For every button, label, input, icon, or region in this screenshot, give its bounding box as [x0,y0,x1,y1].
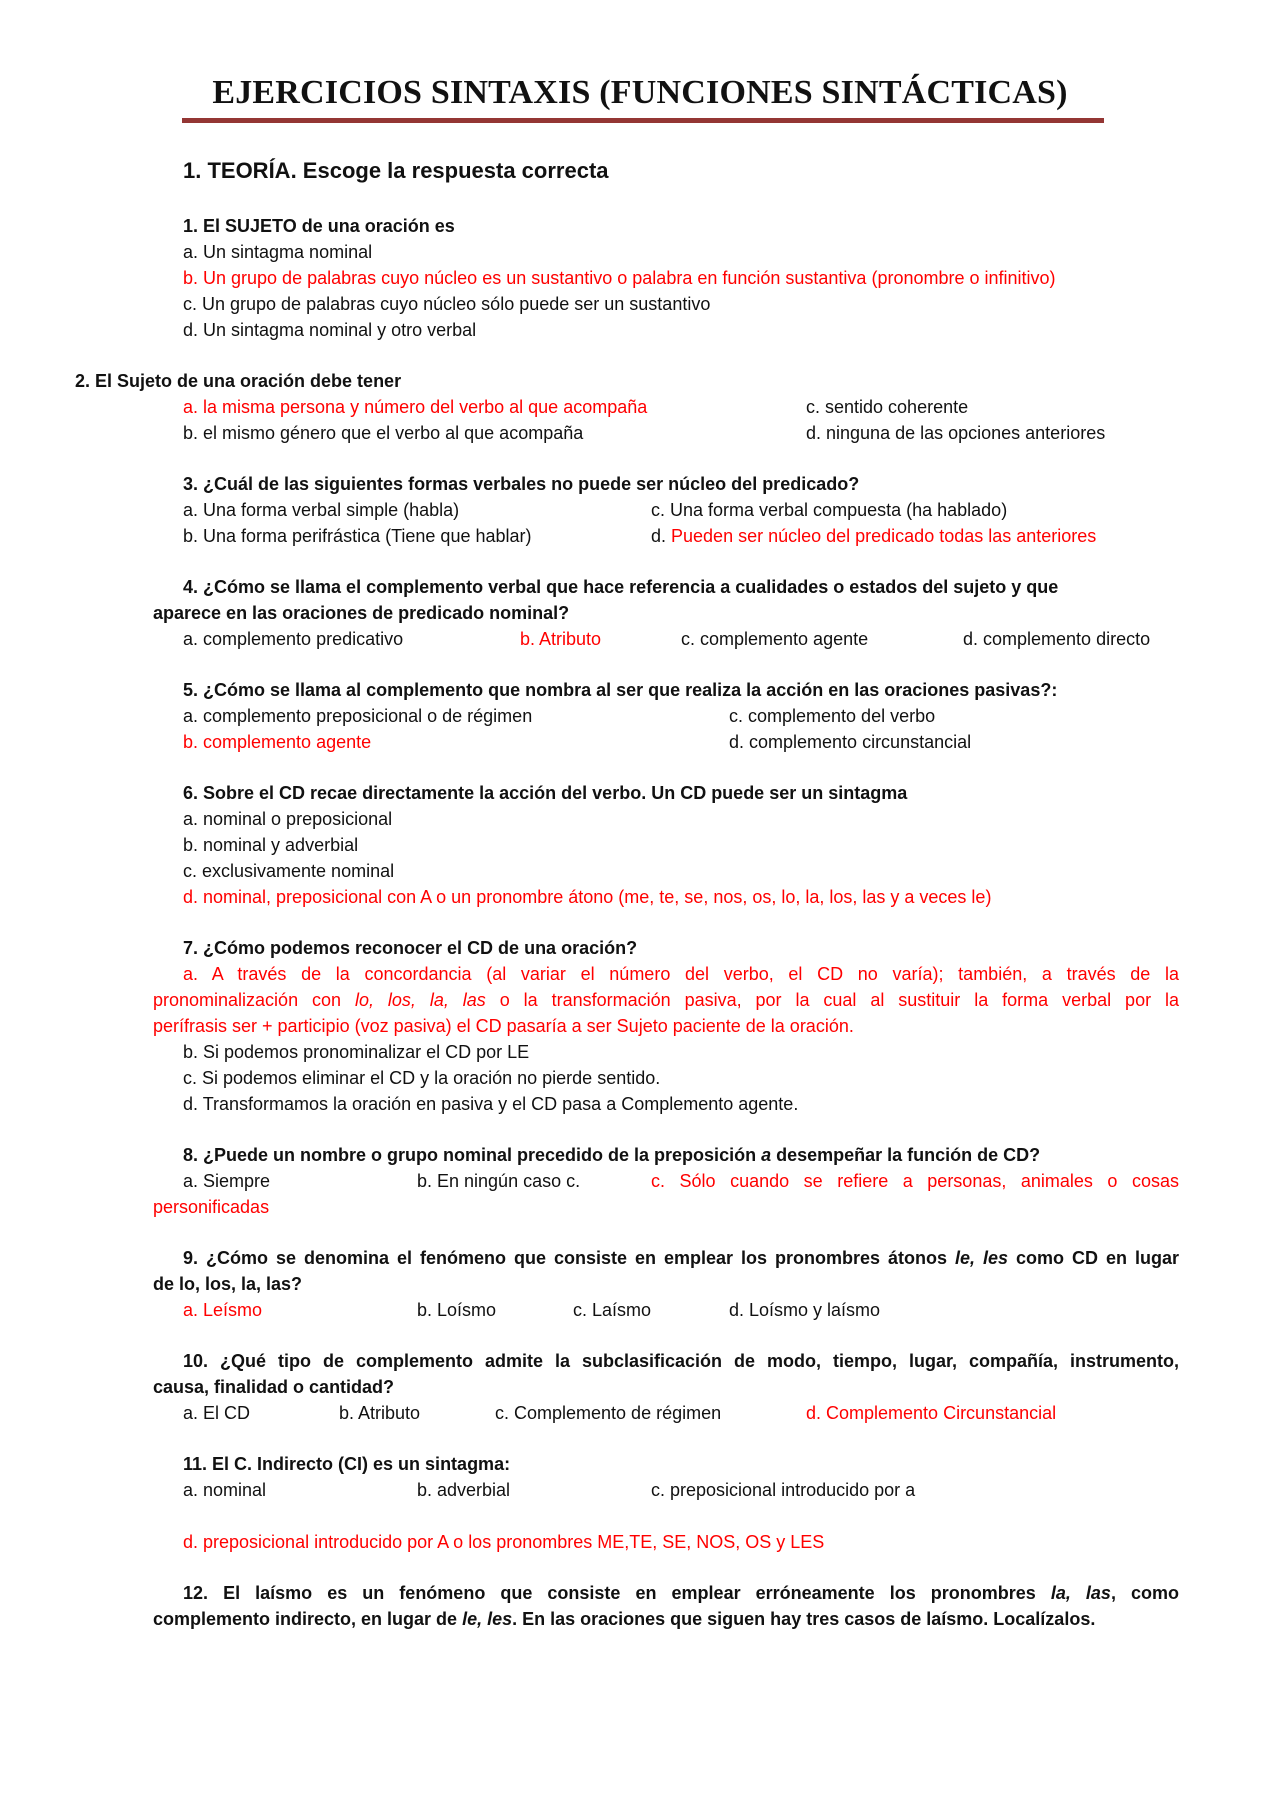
q9-option-a-correct: a. Leísmo [183,1300,263,1320]
q3-option-d-text: Pueden ser núcleo del predicado todas las anteriores [671,526,1097,546]
q12-line2-pre: complemento indirecto, en lugar de [153,1609,463,1629]
q5-option-d: d. complemento circunstancial [729,732,972,752]
question-7: 7. ¿Cómo podemos reconocer el CD de una oración? [183,938,638,958]
question-12-line-1 [183,1582,1179,1604]
q11-option-d-correct: d. preposicional introducido por A o los pronombres ME,TE, SE, NOS, OS y LES [183,1532,825,1552]
title-underline [182,118,1104,123]
q4-option-b-correct: b. Atributo [520,629,602,649]
q4-option-d: d. complemento directo [963,629,1151,649]
q5-option-c: c. complemento del verbo [729,706,936,726]
q12-line1-post: , como [1110,1583,1179,1603]
q3-option-a: a. Una forma verbal simple (habla) [183,500,460,520]
q9-option-d: d. Loísmo y laísmo [729,1300,881,1320]
q12-line1-pre: 12. El laísmo es un fenómeno que consiste en emplear erróneamente los pronombres [183,1583,1051,1603]
question-1: 1. El SUJETO de una oración es [183,216,455,236]
q1-option-a: a. Un sintagma nominal [183,242,373,262]
section-heading: 1. TEORÍA. Escoge la respuesta correcta [183,158,609,183]
q11-option-b: b. adverbial [417,1480,511,1500]
q12-line1-italic: la, las [1050,1583,1111,1603]
q9-question-pre: 9. ¿Cómo se denomina el fenómeno que consiste en emplear los pronombres átonos [183,1248,955,1268]
question-2: 2. El Sujeto de una oración debe tener [75,371,402,391]
q3-option-d-correct [651,525,1096,547]
q7-option-c: c. Si podemos eliminar el CD y la oración no pierde sentido. [183,1068,661,1088]
q6-option-a: a. nominal o preposicional [183,809,393,829]
q4-option-a: a. complemento predicativo [183,629,404,649]
q8-question-post: desempeñar la función de CD? [771,1145,1041,1165]
q11-option-a: a. nominal [183,1480,267,1500]
question-12-line-2 [153,1608,1095,1630]
q7-a-line2-italic: lo, los, la, las [354,990,486,1010]
q7-option-b: b. Si podemos pronominalizar el CD por LE [183,1042,530,1062]
question-4-line-2: aparece en las oraciones de predicado nominal? [153,603,570,623]
q8-option-c-correct-line-2: personificadas [153,1197,270,1217]
q9-option-b: b. Loísmo [417,1300,497,1320]
q7-option-a-correct-line-2 [153,989,1179,1011]
q12-line2-post: . En las oraciones que siguen hay tres casos de laísmo. Localízalos. [512,1609,1096,1629]
page-title: EJERCICIOS SINTAXIS (FUNCIONES SINTÁCTICAS) [212,74,1068,111]
question-11: 11. El C. Indirecto (CI) es un sintagma: [183,1454,511,1474]
q6-option-c: c. exclusivamente nominal [183,861,395,881]
q10-option-a: a. El CD [183,1403,251,1423]
question-8 [183,1144,1040,1166]
q8-question-italic: a [761,1145,772,1165]
q3-option-d-prefix: d. [651,526,672,546]
q7-a-line2-pre: pronominalización con [153,990,355,1010]
q7-option-a-correct-line-1: a. A través de la concordancia (al variar el número del verbo, el CD no varía); también, a través de la [183,964,1179,984]
q8-option-a: a. Siempre [183,1171,271,1191]
q1-option-c: c. Un grupo de palabras cuyo núcleo sólo puede ser un sustantivo [183,294,711,314]
q9-question-post: como CD en lugar [1008,1248,1179,1268]
question-6: 6. Sobre el CD recae directamente la acción del verbo. Un CD puede ser un sintagma [183,783,908,803]
q3-option-c: c. Una forma verbal compuesta (ha hablado) [651,500,1008,520]
question-10-line-2: causa, finalidad o cantidad? [153,1377,395,1397]
q5-option-a: a. complemento preposicional o de régimen [183,706,533,726]
q7-option-d: d. Transformamos la oración en pasiva y el CD pasa a Complemento agente. [183,1094,799,1114]
q1-option-b-correct: b. Un grupo de palabras cuyo núcleo es un sustantivo o palabra en función sustantiva (pronombre o infinitivo) [183,268,1056,288]
q5-option-b-correct: b. complemento agente [183,732,372,752]
q12-line2-italic: le, les [462,1609,513,1629]
q11-option-c: c. preposicional introducido por a [651,1480,916,1500]
q2-option-b: b. el mismo género que el verbo al que acompaña [183,423,584,443]
q2-option-d: d. ninguna de las opciones anteriores [806,423,1106,443]
q8-option-b: b. En ningún caso c. [417,1171,581,1191]
q8-option-c-correct-line-1: c. Sólo cuando se refiere a personas, animales o cosas [651,1171,1179,1191]
question-9-line-1 [183,1247,1179,1269]
question-10-line-1: 10. ¿Qué tipo de complemento admite la subclasificación de modo, tiempo, lugar, compañía, instrumento, [183,1351,1179,1371]
q7-a-line2-post: o la transformación pasiva, por la cual al sustituir la forma verbal por la [485,990,1180,1010]
q8-question-pre: 8. ¿Puede un nombre o grupo nominal precedido de la preposición [183,1145,762,1165]
q3-option-b: b. Una forma perifrástica (Tiene que hablar) [183,526,532,546]
q2-option-c: c. sentido coherente [806,397,969,417]
q10-option-d-correct: d. Complemento Circunstancial [806,1403,1057,1423]
q6-option-b: b. nominal y adverbial [183,835,359,855]
q9-question-italic: le, les [954,1248,1009,1268]
q4-option-c: c. complemento agente [681,629,869,649]
question-3: 3. ¿Cuál de las siguientes formas verbales no puede ser núcleo del predicado? [183,474,860,494]
q6-option-d-correct: d. nominal, preposicional con A o un pronombre átono (me, te, se, nos, os, lo, la, los, las y a veces le) [183,887,992,907]
q9-option-c: c. Laísmo [573,1300,652,1320]
question-5: 5. ¿Cómo se llama al complemento que nombra al ser que realiza la acción en las oraciones pasivas?: [183,680,1058,700]
q7-option-a-correct-line-3: perífrasis ser + participio (voz pasiva) el CD pasaría a ser Sujeto paciente de la oración. [153,1016,854,1036]
question-4-line-1: 4. ¿Cómo se llama el complemento verbal que hace referencia a cualidades o estados del sujeto y que [183,577,1059,597]
q10-option-b: b. Atributo [339,1403,421,1423]
question-9-line-2: de lo, los, la, las? [153,1274,303,1294]
q2-option-a-correct: a. la misma persona y número del verbo al que acompaña [183,397,648,417]
q1-option-d: d. Un sintagma nominal y otro verbal [183,320,477,340]
q10-option-c: c. Complemento de régimen [495,1403,722,1423]
